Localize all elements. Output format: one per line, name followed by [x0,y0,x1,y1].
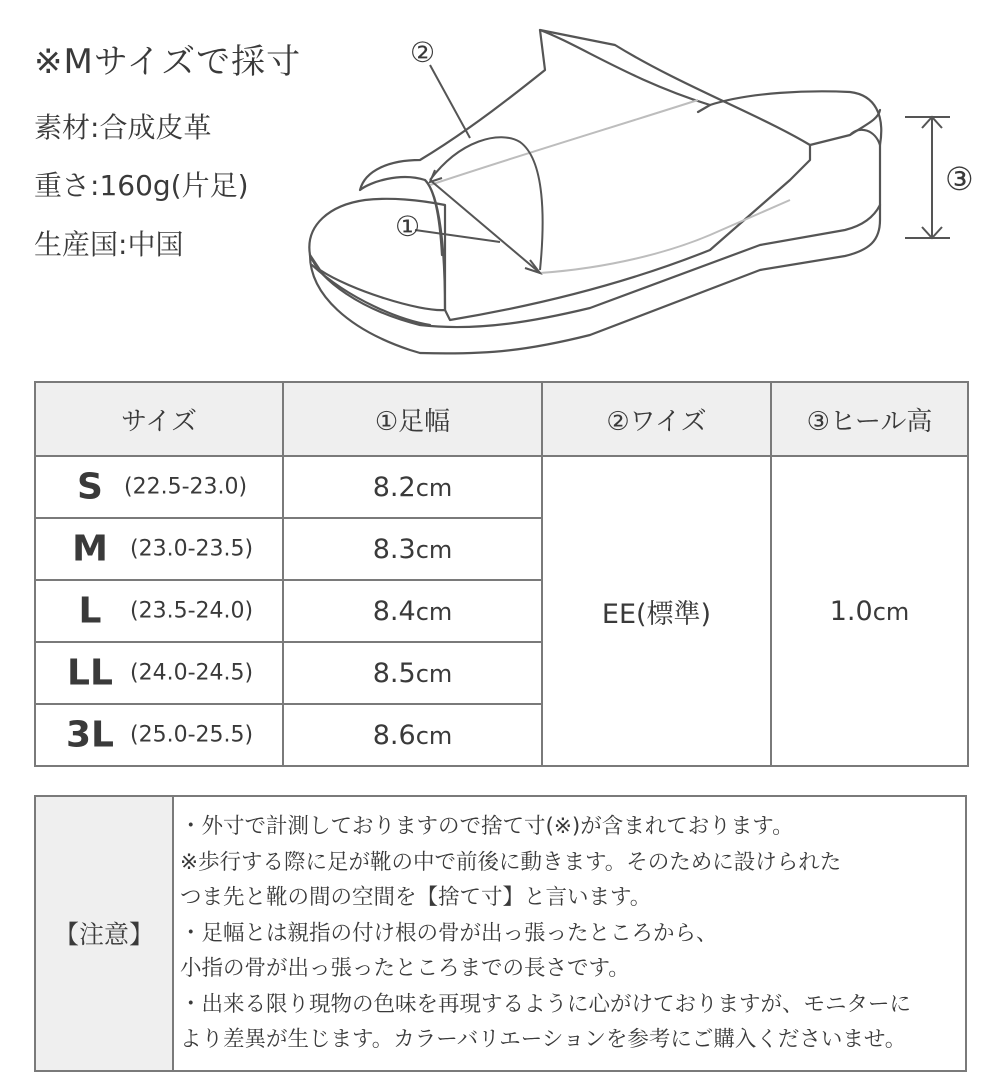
size-range: (24.0-24.5) [130,660,254,686]
measure-1-leader [415,230,500,242]
note-line: 小指の骨が出っ張ったところまでの長さです。 [180,956,630,981]
measure-guide-upper [430,100,698,185]
unit: cm [872,597,910,626]
marker-3: ③ [945,160,974,198]
size-cell [35,642,283,704]
marker-1: ① [395,210,421,243]
footbed-back [698,91,881,145]
header-foot-width: ①足幅 [283,382,542,456]
size-cell [35,704,283,766]
spec-weight-value: 160g(片足) [99,169,249,202]
spec-weight-label: 重さ [34,169,91,202]
size-table-header [35,382,968,456]
unit: cm [415,473,453,502]
size-cell [35,580,283,642]
size-label: S [77,466,103,508]
size-label: LL [67,652,113,694]
size-label: 3L [66,714,114,756]
size-label: M [72,528,108,570]
note-line: より差異が生じます。カラーバリエーションを参考にご購入くださいませ。 [180,1027,907,1052]
spec-weight [34,164,249,204]
spec-title: ※Mサイズで採寸 [34,42,302,82]
spec-separator: : [90,169,100,202]
foot-width-value: 8.5 [372,657,416,689]
measure-guide-lower [540,200,790,273]
foot-width-value: 8.4 [372,595,416,627]
size-range: (23.5-24.0) [130,598,254,624]
wise-cell: EE(標準) [542,456,771,766]
table-row [35,456,968,518]
notes-label: 【注意】 [35,796,173,1071]
unit: cm [415,535,453,564]
size-range: (25.0-25.5) [130,722,254,748]
size-cell [35,456,283,518]
measure-2-leader [430,65,470,138]
foot-width-value: 8.3 [372,533,416,565]
foot-width-cell [283,642,542,704]
foot-width-value: 8.2 [372,471,416,503]
spec-material-value: 合成皮革 [99,111,212,144]
size-table [34,381,969,767]
notes-table [34,795,967,1072]
size-range: (22.5-23.0) [124,474,248,500]
foot-width-cell [283,704,542,766]
spec-origin [34,223,183,263]
unit: cm [415,721,453,750]
foot-width-cell [283,456,542,518]
spec-material-label: 素材 [34,111,91,144]
header-wise: ②ワイズ [542,382,771,456]
note-line: つま先と靴の間の空間を【捨て寸】と言います。 [180,885,652,910]
note-line: ※歩行する際に足が靴の中で前後に動きます。そのために設けられた [180,849,842,875]
foot-width-cell [283,580,542,642]
spec-material [34,106,211,146]
measure-2-arc [430,137,543,270]
note-line: ・出来る限り現物の色味を再現するように心がけておりますが、モニターに [180,991,912,1017]
footbed [309,199,445,310]
heel-height-cell [771,456,968,766]
spec-separator: : [90,111,100,144]
midsole-line [312,265,430,325]
unit: cm [415,597,453,626]
strap-top-edge [540,30,710,105]
marker-2: ② [410,36,436,69]
size-label: L [78,590,102,632]
measure-1-arrow [430,180,540,273]
sandal-illustration [290,20,990,360]
spec-separator: : [118,228,128,261]
heel-cup [850,110,880,135]
foot-width-value: 8.6 [372,719,416,751]
notes-body [173,796,966,1071]
header-heel-height: ③ヒール高 [771,382,968,456]
note-line: ・足幅とは親指の付け根の骨が出っ張ったところから、 [180,920,718,946]
spec-origin-label: 生産国 [34,228,119,261]
size-cell [35,518,283,580]
foot-width-cell [283,518,542,580]
note-line: ・外寸で計測しておりますので捨て寸(※)が含まれております。 [180,814,794,839]
size-range: (23.0-23.5) [130,536,254,562]
header-size: サイズ [35,382,283,456]
spec-origin-value: 中国 [127,228,184,261]
unit: cm [415,659,453,688]
heel-height-value: 1.0 [829,595,873,627]
